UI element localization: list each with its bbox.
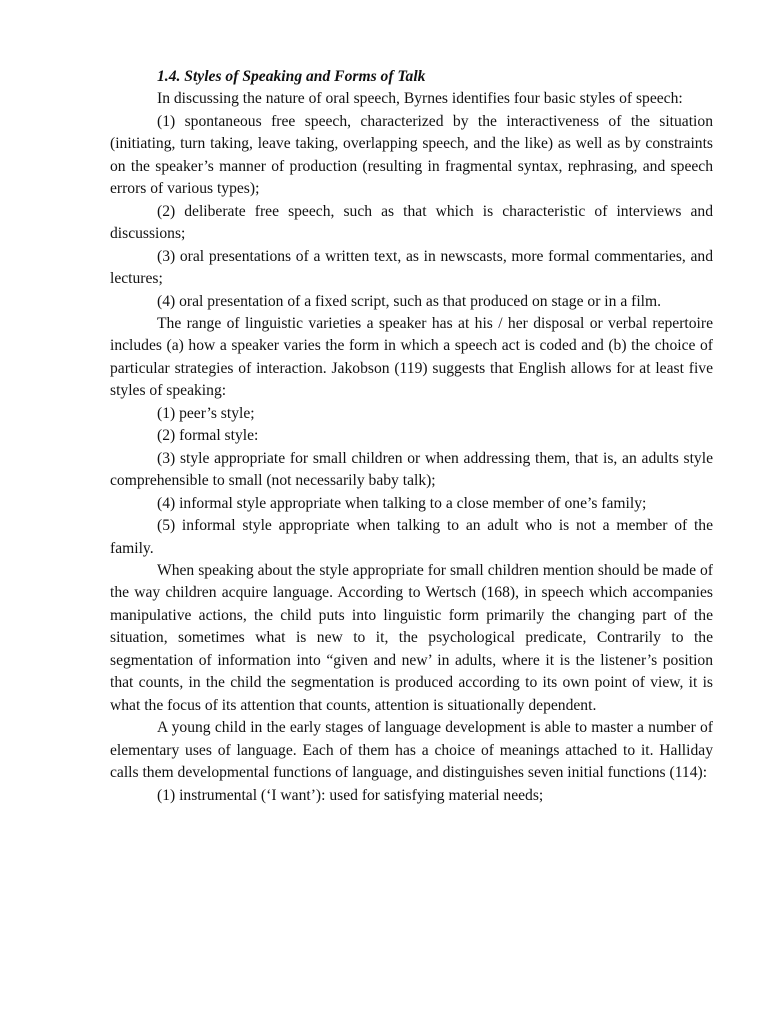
paragraph-intro: In discussing the nature of oral speech, Byrnes identifies four basic styles of speech: [157,90,683,108]
paragraph-style-4: (4) oral presentation of a fixed script, such as that produced on stage or in a film. [157,292,662,310]
paragraph-style-3: (3) oral presentations of a written text, as in newscasts, more formal commentaries, and lectures; [110,247,713,288]
paragraph-halliday: A young child in the early stages of language development is able to master a number of elementary uses of language. Each of them has a choice of meanings attached to it. Halliday calls them developmental functions of language, and distinguishes seven initial functions (114): [110,719,713,782]
document-page [110,66,713,807]
paragraph-jakobson-1: (1) peer’s style; [157,404,255,422]
paragraph-repertoire: The range of linguistic varieties a speaker has at his / her disposal or verbal repertoire includes (a) how a speaker varies the form in which a speech act is coded and (b) the choice of particular strategies of interaction. Jakobson (119) suggests that English allows for at least five styles of speaking: [110,314,713,400]
paragraph-instrumental: (1) instrumental (‘I want’): used for satisfying material needs; [157,786,544,804]
paragraph-jakobson-3: (3) style appropriate for small children or when addressing them, that is, an adults style comprehensible to small (not necessarily baby talk); [110,449,713,490]
section-heading: 1.4. Styles of Speaking and Forms of Talk [157,68,426,85]
paragraph-style-2: (2) deliberate free speech, such as that which is characteristic of interviews and discussions; [110,202,713,243]
paragraph-jakobson-5: (5) informal style appropriate when talking to an adult who is not a member of the family. [110,517,713,557]
paragraph-jakobson-4: (4) informal style appropriate when talking to a close member of one’s family; [157,494,647,512]
paragraph-style-1: (1) spontaneous free speech, characterized by the interactiveness of the situation (initiating, turn taking, leave taking, overlapping speech, and the like) as well as by constraints on the speaker’s manner of production (resulting in fragmental syntax, rephrasing, and speech errors of various types); [110,112,713,198]
paragraph-jakobson-2: (2) formal style: [157,427,259,445]
paragraph-children-style: When speaking about the style appropriate for small children mention should be made of the way children acquire language. According to Wertsch (168), in speech which accompanies manipulative actions, the child puts into linguistic form primarily the changing part of the situation, sometimes what is new to it, the psychological predicate, Contrarily to the segmentation of information into “given and new’ in adults, where it is the listener’s position that counts, in the child the segmentation is produced according to its own point of view, it is what the focus of its attention that counts, attention is situationally dependent. [110,561,713,714]
